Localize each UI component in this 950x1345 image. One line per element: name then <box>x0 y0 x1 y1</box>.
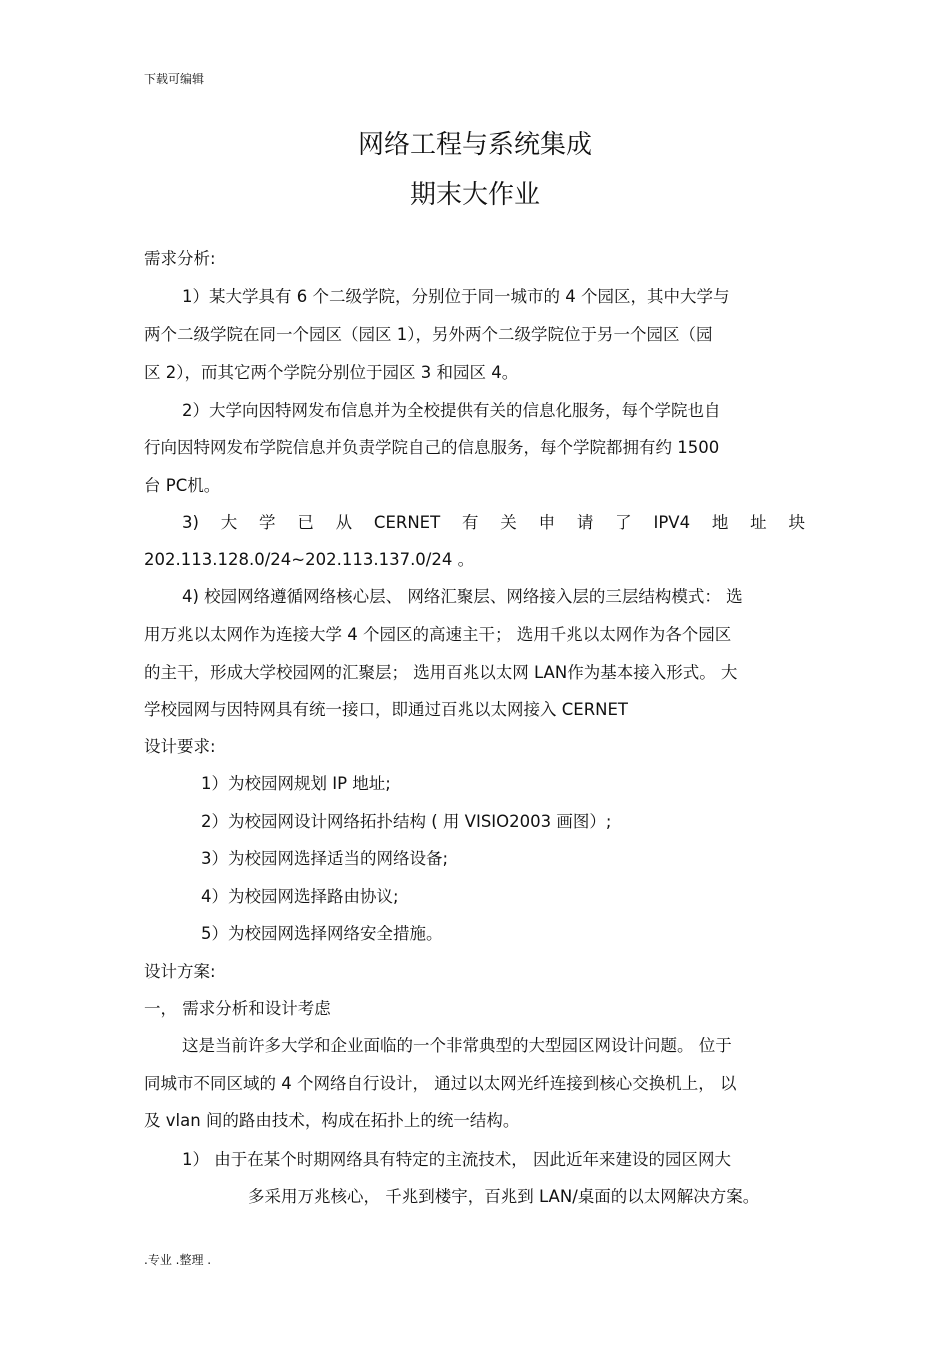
word: 有 <box>461 513 479 532</box>
list-item: 1） 由于在某个时期网络具有特定的主流技术， 因此近年来建设的园区网大 <box>182 1150 731 1169</box>
paragraph-line: 4) 校园网络遵循网络核心层、 网络汇聚层、网络接入层的三层结构模式： 选 <box>182 587 743 606</box>
word: IPV4 <box>653 513 691 532</box>
paragraph-line: 学校园网与因特网具有统一接口，即通过百兆以太网接入 CERNET <box>144 700 629 719</box>
list-item-continuation: 多采用万兆核心， 千兆到楼宇，百兆到 LAN/桌面的以太网解决方案。 <box>248 1187 760 1206</box>
subsection-heading: 一， 需求分析和设计考虑 <box>144 999 331 1018</box>
paragraph-line-spaced <box>182 512 805 534</box>
word: 学 <box>259 513 276 532</box>
paragraph-line: 202.113.128.0/24~202.113.137.0/24 。 <box>144 550 475 569</box>
section-heading-design-plan: 设计方案: <box>144 962 216 981</box>
document-title: 网络工程与系统集成 <box>357 130 592 160</box>
list-item: 2）为校园网设计网络拓扑结构 ( 用 VISIO2003 画图）; <box>201 812 612 831</box>
paragraph-line: 用万兆以太网作为连接大学 4 个园区的高速主干； 选用千兆以太网作为各个园区 <box>144 625 732 644</box>
word: 申 <box>538 513 556 532</box>
list-item: 4）为校园网选择路由协议; <box>201 887 399 906</box>
word: 从 <box>335 513 353 532</box>
list-item: 3）为校园网选择适当的网络设备; <box>201 849 449 868</box>
section-heading-requirements: 需求分析: <box>144 249 216 268</box>
paragraph-line: 这是当前许多大学和企业面临的一个非常典型的大型园区网设计问题。 位于 <box>182 1036 732 1055</box>
word: 块 <box>788 513 805 532</box>
paragraph-line: 的主干，形成大学校园网的汇聚层； 选用百兆以太网 LAN作为基本接入形式。 大 <box>144 663 738 682</box>
paragraph-line: 1）某大学具有 6 个二级学院，分别位于同一城市的 4 个园区，其中大学与 <box>182 287 730 306</box>
paragraph-line: 2）大学向因特网发布信息并为全校提供有关的信息化服务，每个学院也自 <box>182 401 721 420</box>
list-item: 5）为校园网选择网络安全措施。 <box>201 924 443 943</box>
paragraph-line: 行向因特网发布学院信息并负责学院自己的信息服务，每个学院都拥有约 1500 <box>144 438 720 457</box>
word: 请 <box>576 513 594 532</box>
word: 3) <box>182 513 199 532</box>
section-heading-design-requirements: 设计要求: <box>144 737 216 756</box>
word: 已 <box>297 513 314 532</box>
list-item: 1）为校园网规划 IP 地址; <box>201 774 391 793</box>
paragraph-line: 两个二级学院在同一个园区（园区 1），另外两个二级学院位于另一个园区（园 <box>144 325 713 344</box>
paragraph-line: 区 2），而其它两个学院分别位于园区 3 和园区 4。 <box>144 363 519 382</box>
word: 关 <box>500 513 517 532</box>
page-header: 下载可编辑 <box>144 72 205 86</box>
word: 址 <box>750 513 767 532</box>
paragraph-line: 台 PC机。 <box>144 476 221 495</box>
word: 了 <box>615 513 632 532</box>
paragraph-line: 同城市不同区域的 4 个网络自行设计， 通过以太网光纤连接到核心交换机上， 以 <box>144 1074 737 1093</box>
paragraph-line: 及 vlan 间的路由技术，构成在拓扑上的统一结构。 <box>144 1111 520 1130</box>
document-subtitle: 期末大作业 <box>409 180 540 210</box>
page-footer: .专业 .整理 . <box>144 1253 212 1267</box>
word: CERNET <box>373 513 441 532</box>
word: 大 <box>220 513 238 532</box>
word: 地 <box>711 513 729 532</box>
